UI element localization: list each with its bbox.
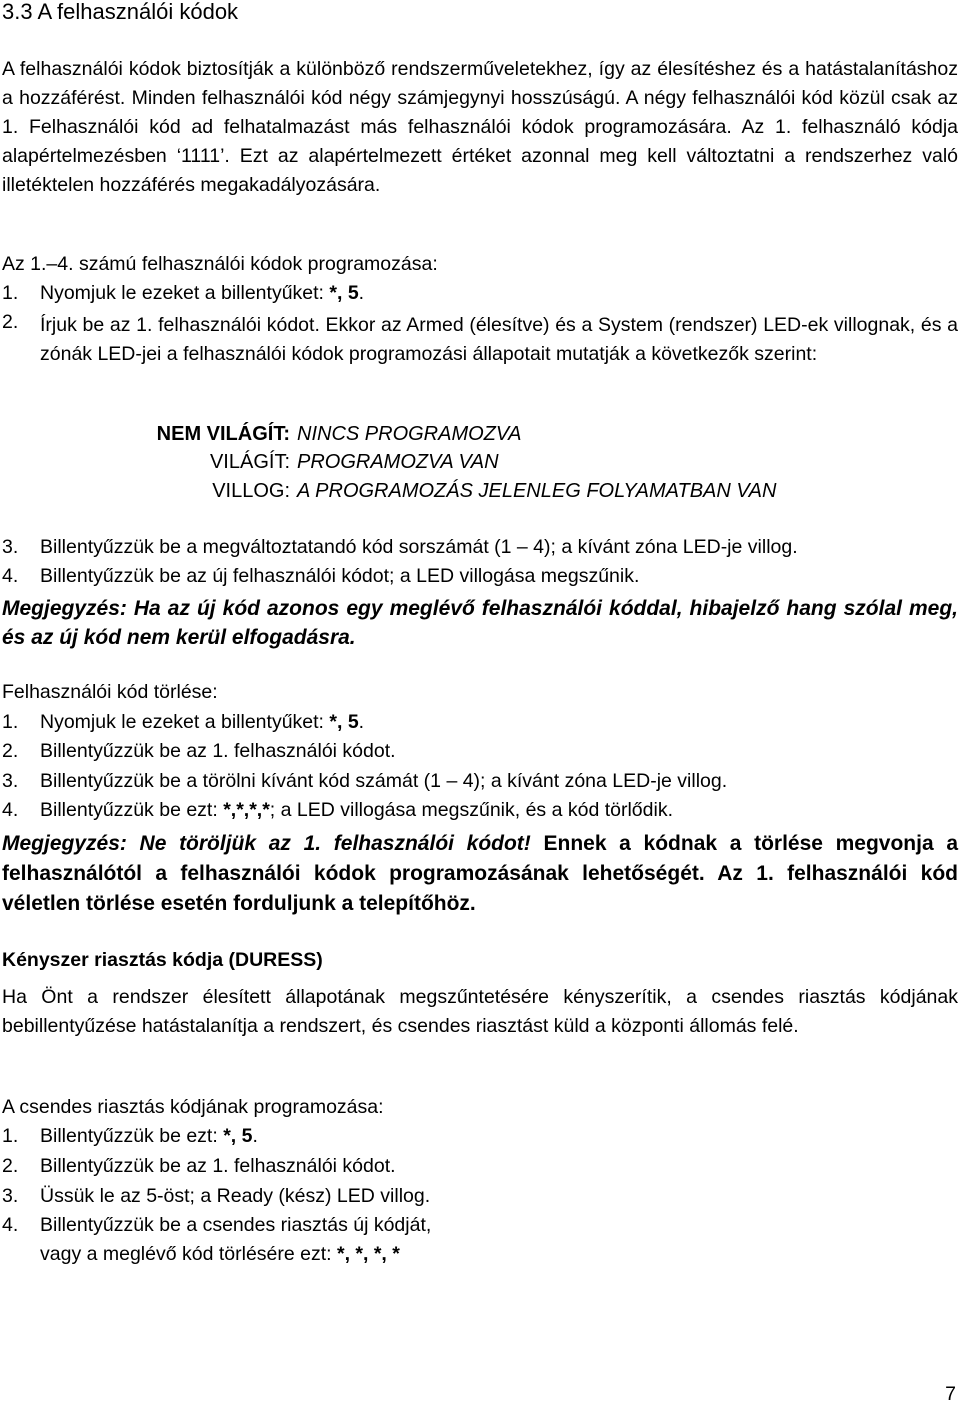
led-state-value: A PROGRAMOZÁS JELENLEG FOLYAMATBAN VAN <box>297 480 777 502</box>
duress-programming-heading: A csendes riasztás kódjának programozása: <box>2 1096 384 1118</box>
programming-step4-number: 4. <box>2 565 19 587</box>
led-state-label: NEM VILÁGÍT: <box>156 423 290 445</box>
deletion-step2-text: Billentyűzzük be az 1. felhasználói kódot. <box>40 740 396 762</box>
duress-step3-number: 3. <box>2 1185 19 1207</box>
duress-step4-keys: *, *, *, * <box>337 1243 400 1265</box>
deletion-step4-keys: *,*,*,* <box>223 799 270 821</box>
deletion-note-italic: Megjegyzés: Ne töröljük az 1. felhasználói kódot! <box>2 832 531 855</box>
led-state-value: NINCS PROGRAMOZVA <box>297 423 522 445</box>
deletion-step1 <box>40 711 364 734</box>
programming-step3-text: Billentyűzzük be a megváltoztatandó kód sorszámát (1 – 4); a kívánt zóna LED-je villog. <box>40 536 798 558</box>
deletion-step4-number: 4. <box>2 799 19 821</box>
programming-step3-number: 3. <box>2 536 19 558</box>
duress-step4-text: Billentyűzzük be a csendes riasztás új kódját, <box>40 1214 432 1236</box>
programming-step2-number: 2. <box>2 311 19 333</box>
deletion-step4 <box>40 799 673 822</box>
deletion-step3-number: 3. <box>2 770 19 792</box>
duress-step1-number: 1. <box>2 1125 19 1147</box>
intro-paragraph: A felhasználói kódok biztosítják a különböző rendszerműveletekhez, így az élesítéshez és a hatástalanításhoz a hozzáférést. Minden felhasználói kód négy számjegynyi hosszúságú. A négy felhasználói kód közül csak az 1. Felhasználói kód ad felhatalmazást más felhasználói kódok programozására. Az 1. felhasználó kódja alapértelmezésben ‘1111’. Ezt az alapértelmezett értéket azonnal meg kell változtatni a rendszerhez való illetéktelen hozzáférés megakadályozására. <box>2 58 958 196</box>
deletion-heading: Felhasználói kód törlése: <box>2 681 218 703</box>
duress-step4-number: 4. <box>2 1214 19 1236</box>
deletion-step1-end: . <box>358 711 365 733</box>
programming-step1-keys: *, 5 <box>329 282 359 304</box>
programming-note: Megjegyzés: Ha az új kód azonos egy meglévő felhasználói kóddal, hibajelző hang szólal meg, és az új kód nem kerül elfogadásra. <box>2 597 958 649</box>
programming-step1-number: 1. <box>2 282 19 304</box>
duress-heading: Kényszer riasztás kódja (DURESS) <box>2 949 323 971</box>
deletion-step2-number: 2. <box>2 740 19 762</box>
led-state-value: PROGRAMOZVA VAN <box>297 451 499 473</box>
page-number: 7 <box>945 1383 956 1405</box>
section-title: 3.3 A felhasználói kódok <box>2 0 239 24</box>
duress-step1-keys: *, 5 <box>223 1125 253 1147</box>
led-state-label: VILÁGÍT: <box>209 451 290 473</box>
duress-step1-text: Billentyűzzük be ezt: <box>40 1125 224 1147</box>
deletion-note-rest: Ennek a kódnak a törlése megvonja a felhasználótól a felhasználói kódok programozásának lehetőségét. Az 1. felhasználói kód véletlen törlése esetén forduljunk a telepítőhöz. <box>2 832 959 915</box>
programming-step1-end: . <box>358 282 365 304</box>
led-state-label: VILLOG: <box>212 480 290 502</box>
duress-step1 <box>40 1125 258 1148</box>
programming-heading: Az 1.–4. számú felhasználói kódok programozása: <box>2 253 438 275</box>
duress-step4-text2: vagy a meglévő kód törlésére ezt: <box>40 1243 337 1265</box>
programming-step2-text: Írjuk be az 1. felhasználói kódot. Ekkor az Armed (élesítve) és a System (rendszer) LED-ek villognak, és a zónák LED-jei a felhasználói kódok programozási állapotait mutatják a következők szerint: <box>40 314 958 365</box>
deletion-step3-text: Billentyűzzük be a törölni kívánt kód számát (1 – 4); a kívánt zóna LED-je villog. <box>40 770 728 792</box>
deletion-step1-number: 1. <box>2 711 19 733</box>
deletion-step4-end: ; a LED villogása megszűnik, és a kód törlődik. <box>269 799 673 821</box>
duress-paragraph: Ha Önt a rendszer élesített állapotának megszűntetésére kényszerítik, a csendes riasztás kódjának bebillentyűzése hatástalanítja a rendszert, és csendes riasztást küld a központi állomás felé. <box>2 986 958 1037</box>
duress-step1-end: . <box>252 1125 258 1147</box>
duress-step2-number: 2. <box>2 1155 19 1177</box>
programming-step1 <box>40 282 364 305</box>
deletion-step4-text: Billentyűzzük be ezt: <box>40 799 224 821</box>
programming-step4-text: Billentyűzzük be az új felhasználói kódot; a LED villogása megszűnik. <box>40 565 640 587</box>
programming-step1-text: Nyomjuk le ezeket a billentyűket: <box>40 282 330 304</box>
deletion-step1-text: Nyomjuk le ezeket a billentyűket: <box>40 711 330 733</box>
deletion-step1-keys: *, 5 <box>329 711 359 733</box>
duress-step3-text: Üssük le az 5-öst; a Ready (kész) LED villog. <box>40 1185 431 1207</box>
duress-step4-continuation <box>40 1243 400 1266</box>
duress-step2-text: Billentyűzzük be az 1. felhasználói kódot. <box>40 1155 396 1177</box>
deletion-note <box>2 829 958 919</box>
